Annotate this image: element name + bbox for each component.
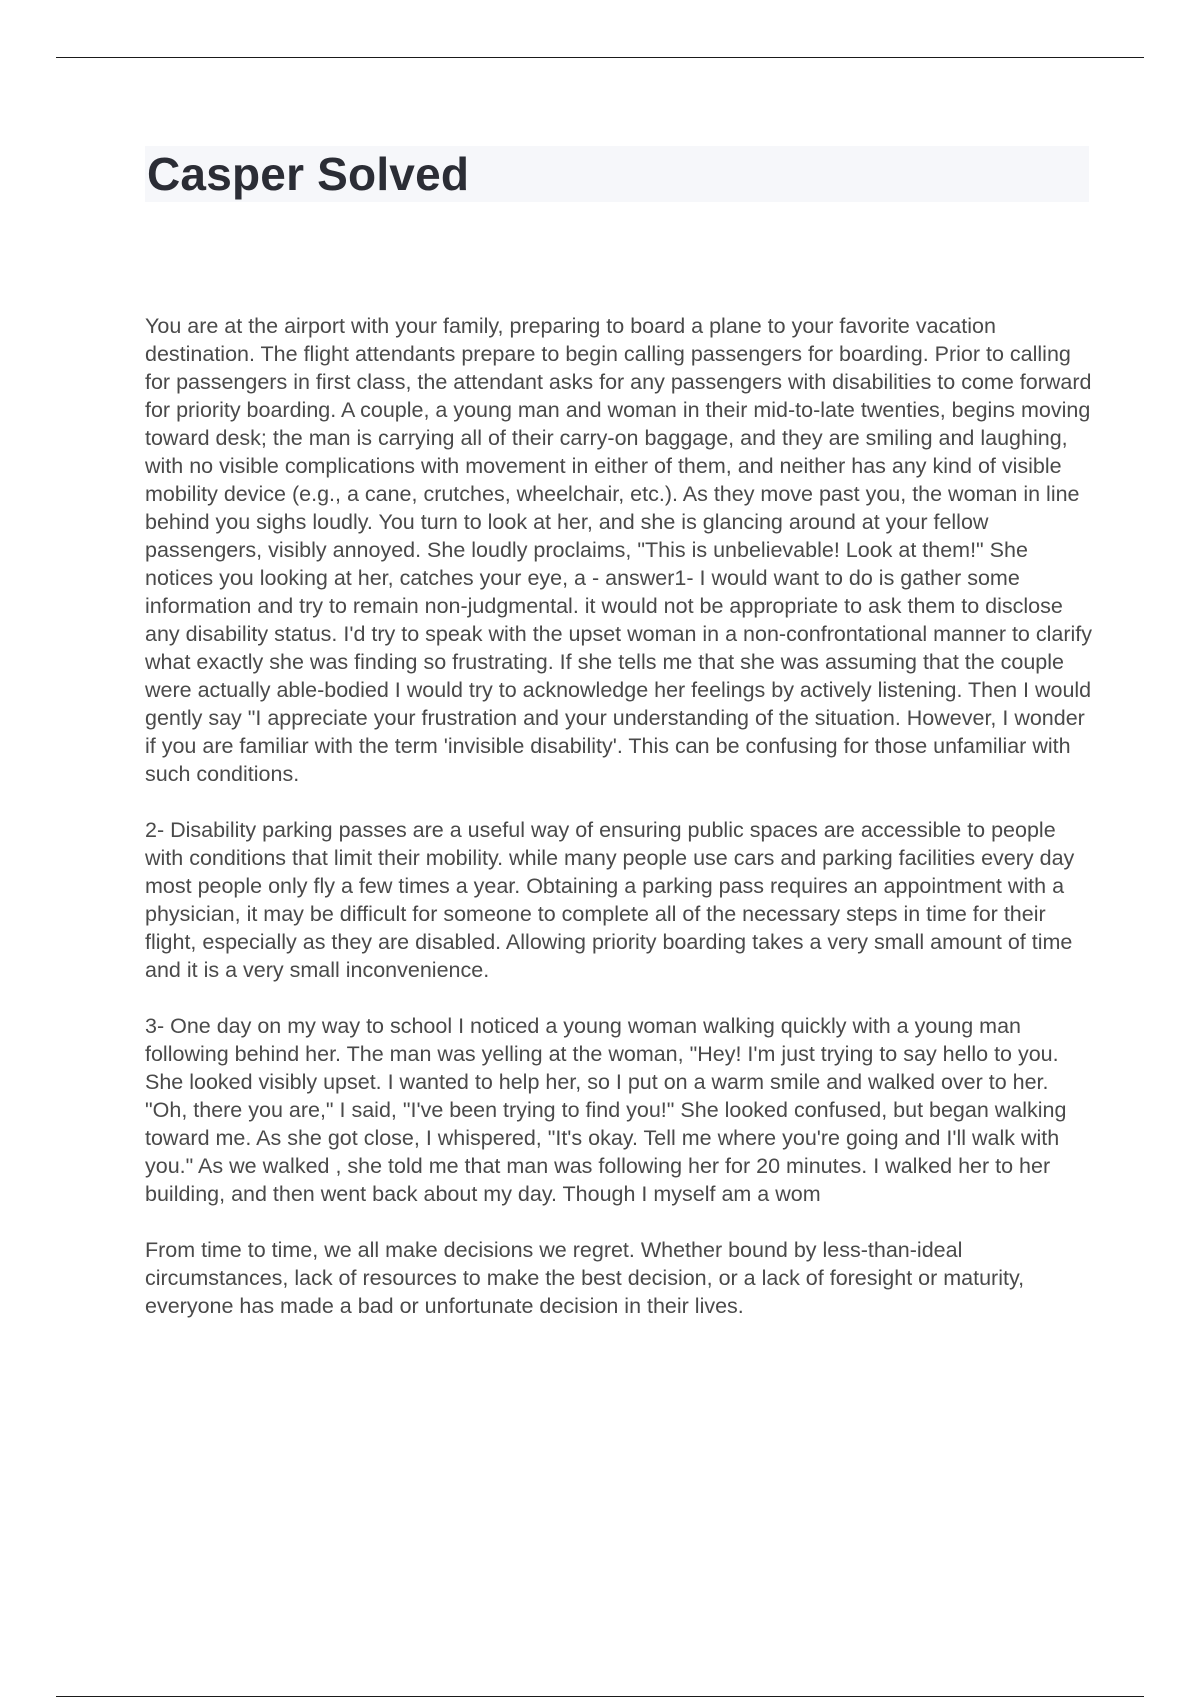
paragraph-regret-prompt: From time to time, we all make decisions we regret. Whether bound by less-than-ideal circumstances, lack of resources to make the best decision, or a lack of foresight or maturity, everyone has made a bad or unfortunate decision in their lives. [145,1238,1025,1318]
title-banner [145,146,1089,202]
paragraph-answer-1: You are at the airport with your family, preparing to board a plane to your favorite vacation destination. The flight attendants prepare to begin calling passengers for boarding. Prior to calling for passengers in first class, the attendant asks for any passengers with disabilities to come forward for priority boarding. A couple, a young man and woman in their mid-to-late twenties, begins moving toward desk; the man is carrying all of their carry-on baggage, and they are smiling and laughing, with no visible complications with movement in either of them, and neither has any kind of visible mobility device (e.g., a cane, crutches, wheelchair, etc.). As they move past you, the woman in line behind you sighs loudly. You turn to look at her, and she is glancing around at your fellow passengers, visibly annoyed. She loudly proclaims, "This is unbelievable! Look at them!" She notices you looking at her, catches your eye, a - answer1- I would want to do is gather some information and try to remain non-judgmental. it would not be appropriate to ask them to disclose any disability status. I'd try to speak with the upset woman in a non-confrontational manner to clarify what exactly she was finding so frustrating. If she tells me that she was assuming that the couple were actually able-bodied I would try to acknowledge her feelings by actively listening. Then I would gently say "I appreciate your frustration and your understanding of the situation. However, I wonder if you are familiar with the term 'invisible disability'. This can be confusing for those unfamiliar with such conditions. [145,314,1093,786]
page-title: Casper Solved [147,148,470,200]
document-body [145,312,1095,1348]
paragraph-answer-2: 2- Disability parking passes are a useful way of ensuring public spaces are accessible to people with conditions that limit their mobility. while many people use cars and parking facilities every day most people only fly a few times a year. Obtaining a parking pass requires an appointment with a physician, it may be difficult for someone to complete all of the necessary steps in time for their flight, especially as they are disabled. Allowing priority boarding takes a very small amount of time and it is a very small inconvenience. [145,818,1075,982]
bottom-rule [56,1696,1144,1697]
paragraph-answer-3: 3- One day on my way to school I noticed a young woman walking quickly with a young man following behind her. The man was yelling at the woman, "Hey! I'm just trying to say hello to you. She looked visibly upset. I wanted to help her, so I put on a warm smile and walked over to her. "Oh, there you are," I said, "I've been trying to find you!" She looked confused, but began walking toward me. As she got close, I whispered, "It's okay. Tell me where you're going and I'll walk with you." As we walked , she told me that man was following her for 20 minutes. I walked her to her building, and then went back about my day. Though I myself am a wom [145,1014,1067,1206]
top-rule [56,57,1144,58]
